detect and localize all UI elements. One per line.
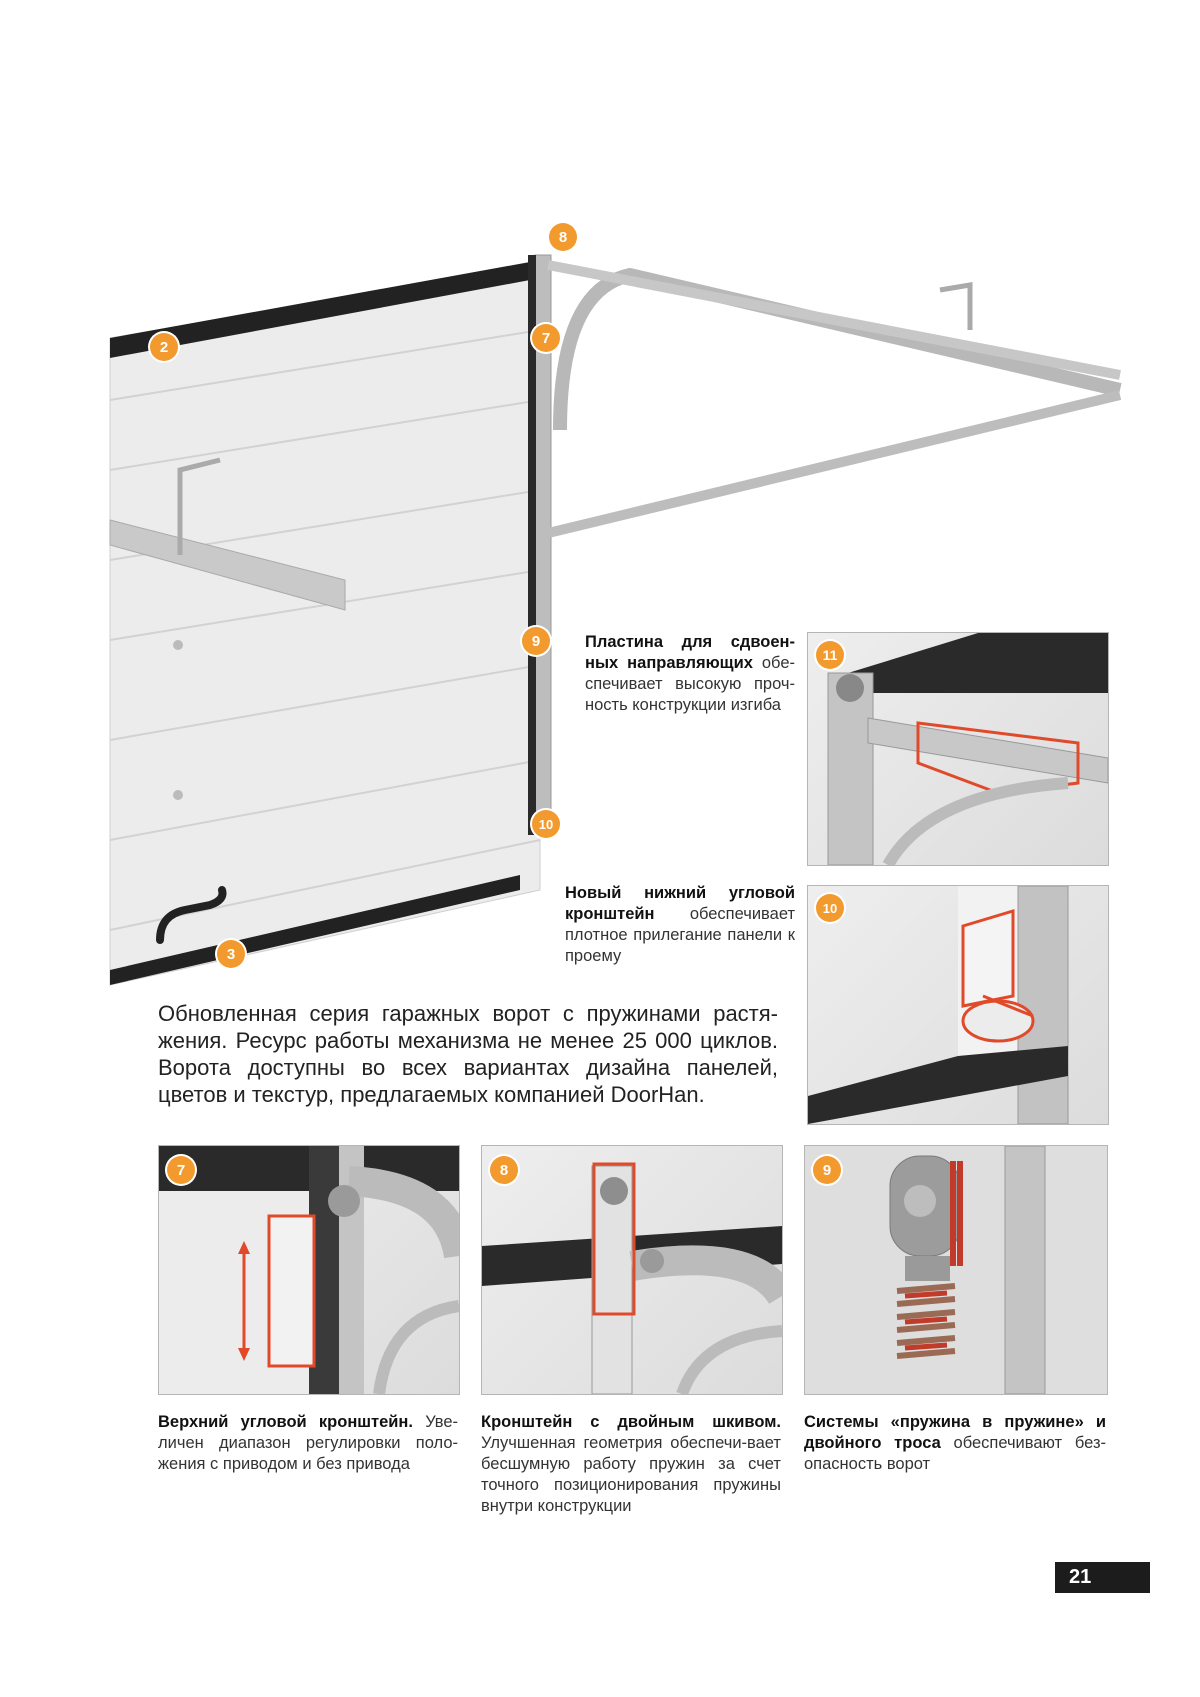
callout-badge-10: 10: [532, 810, 560, 838]
spring-system-photo-drawing: [805, 1146, 1107, 1394]
callout-badge-3: 3: [217, 940, 245, 968]
page-number: 21: [1055, 1562, 1150, 1593]
spring-system-photo: [804, 1145, 1108, 1395]
double-pulley-caption-title: Кронштейн с двойным шкивом.: [481, 1413, 781, 1431]
upper-bracket-caption-title: Верхний угловой кронштейн.: [158, 1413, 413, 1431]
lower-bracket-badge-10: 10: [816, 894, 844, 922]
callout-badge-9: 9: [522, 627, 550, 655]
spring-system-caption: [804, 1412, 1106, 1475]
upper-bracket-caption-text: Уве-личен диапазон регулировки поло-жения с приводом и без привода: [158, 1413, 458, 1473]
callout-badge-7: 7: [532, 324, 560, 352]
upper-bracket-caption: [158, 1412, 458, 1475]
spring-system-caption-title: Системы «пружина в пружине» и двойного троса: [804, 1413, 1106, 1452]
plate-caption-title: Пластина для сдвоен-ных направляющих: [585, 633, 795, 672]
spring-system-badge-9: 9: [813, 1156, 841, 1184]
plate-caption: [585, 632, 795, 716]
lower-bracket-photo: [807, 885, 1109, 1125]
lower-bracket-photo-drawing: [808, 886, 1108, 1124]
double-pulley-badge-8: 8: [490, 1156, 518, 1184]
upper-bracket-photo: [158, 1145, 460, 1395]
upper-bracket-photo-drawing: [159, 1146, 459, 1394]
plate-photo-drawing: [808, 633, 1108, 865]
intro-paragraph: Обновленная серия гаражных ворот с пружинами растя-жения. Ресурс работы механизма не менее 25 000 циклов. Ворота доступны во всех вариантах дизайна панелей, цветов и текстур, предлагаемых компанией DoorHan.: [158, 1001, 778, 1107]
upper-bracket-badge-7: 7: [167, 1156, 195, 1184]
plate-photo: [807, 632, 1109, 866]
lower-bracket-caption-title: Новый нижний угловой кронштейн: [565, 884, 795, 923]
plate-badge-11: 11: [816, 641, 844, 669]
callout-badge-8: 8: [549, 223, 577, 251]
double-pulley-photo: [481, 1145, 783, 1395]
double-pulley-caption-text: Улучшенная геометрия обеспечи-вает бесшумную работу пружин за счет точного позиционирования пружины внутри конструкции: [481, 1434, 781, 1515]
callout-badge-2: 2: [150, 333, 178, 361]
plate-caption-text: обе-спечивает высокую проч-ность конструкции изгиба: [585, 654, 795, 714]
double-pulley-photo-drawing: [482, 1146, 782, 1394]
lower-bracket-caption-text: обеспечивает плотное прилегание панели к проему: [565, 905, 795, 965]
double-pulley-caption: [481, 1412, 781, 1517]
spring-system-caption-text: обеспечивают без-опасность ворот: [804, 1434, 1107, 1473]
lower-bracket-caption: [565, 883, 795, 967]
